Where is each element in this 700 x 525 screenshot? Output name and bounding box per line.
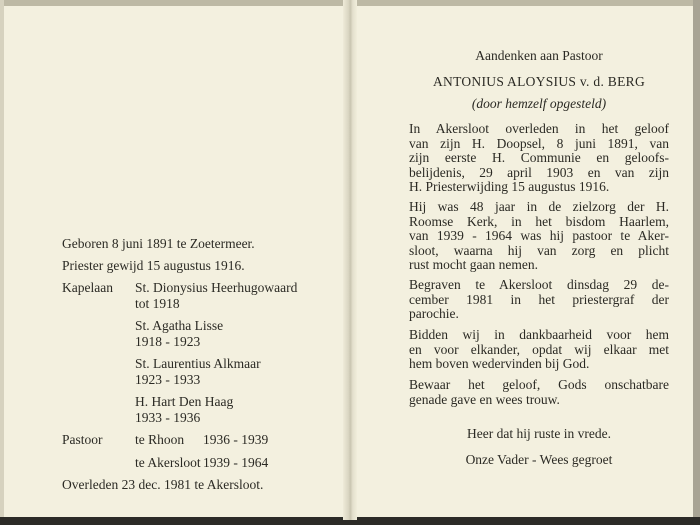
paragraph-line: van zijn H. Doopsel, 8 juni 1891, van [409, 135, 669, 151]
paragraph-2 [409, 200, 669, 273]
paragraph-5 [409, 378, 669, 407]
paragraph-line: van 1939 - 1964 was hij pastoor te Aker- [409, 228, 669, 244]
pastoor-1-place: te Rhoon [135, 432, 185, 447]
card-right-edge [693, 0, 700, 525]
paragraph-line: belijdenis, 29 april 1903 en van zijn [409, 164, 669, 180]
paragraph-line: Bewaar het geloof, Gods onschatbare [409, 377, 669, 392]
pastoor-2-place: te Akersloot [135, 455, 201, 470]
paragraph-line: parochie. [409, 306, 459, 322]
paragraph-line: Roomse Kerk, in het bisdom Haarlem, [409, 213, 669, 229]
posting-1-place: St. Dionysius Heerhugowaard [135, 280, 298, 295]
paragraph-line: Hij was 48 jaar in de zielzorg der H. [409, 199, 669, 214]
subtitle: (door hemzelf opgesteld) [471, 96, 607, 111]
posting-2-years: 1918 - 1923 [135, 334, 201, 349]
posting-1-years: tot 1918 [135, 296, 180, 311]
paragraph-line: rust mocht gaan nemen. [409, 257, 538, 273]
closing-prayers: Onze Vader - Wees gegroet [465, 452, 613, 467]
paragraph-line: genade gave en wees trouw. [409, 391, 560, 407]
paragraph-line: In Akersloot overleden in het geloof [409, 121, 669, 136]
paragraph-line: hem boven wedervinden bij God. [409, 356, 590, 372]
born-line: Geboren 8 juni 1891 te Zoetermeer. [62, 236, 255, 251]
pastoor-2-years: 1939 - 1964 [203, 455, 269, 470]
kapelaan-label: Kapelaan [62, 280, 113, 295]
heading: Aandenken aan Pastoor [475, 48, 603, 63]
posting-4-years: 1933 - 1936 [135, 410, 201, 425]
posting-3-years: 1923 - 1933 [135, 372, 201, 387]
paragraph-line: cember 1981 in het priestergraf der [409, 291, 669, 307]
died-line: Overleden 23 dec. 1981 te Akersloot. [62, 477, 264, 492]
ordained-line: Priester gewijd 15 augustus 1916. [62, 258, 245, 273]
paragraph-line: H. Priesterwijding 15 augustus 1916. [409, 179, 610, 195]
paragraph-line: en voor elkander, opdat wij elkaar met [409, 341, 669, 357]
paragraph-3 [409, 278, 669, 322]
posting-4-place: H. Hart Den Haag [135, 394, 234, 409]
paragraph-line: Bidden wij in dankbaarheid voor hem [409, 327, 669, 342]
paragraph-line: Begraven te Akersloot dinsdag 29 de- [409, 277, 669, 292]
paragraph-line: zijn eerste H. Communie en geloofs- [409, 150, 669, 166]
paragraph-1 [409, 122, 669, 195]
paragraph-line: sloot, waarna hij van zorg en plicht [409, 242, 669, 258]
pastoor-1-years: 1936 - 1939 [203, 432, 269, 447]
posting-3-place: St. Laurentius Alkmaar [135, 356, 261, 371]
closing-prayer: Heer dat hij ruste in vrede. [467, 426, 611, 441]
card-fold [343, 0, 357, 520]
paragraph-4 [409, 328, 669, 372]
pastoor-label: Pastoor [62, 432, 103, 447]
card-left-edge [0, 0, 4, 525]
deceased-name: ANTONIUS ALOYSIUS v. d. BERG [432, 74, 646, 89]
posting-2-place: St. Agatha Lisse [135, 318, 224, 333]
